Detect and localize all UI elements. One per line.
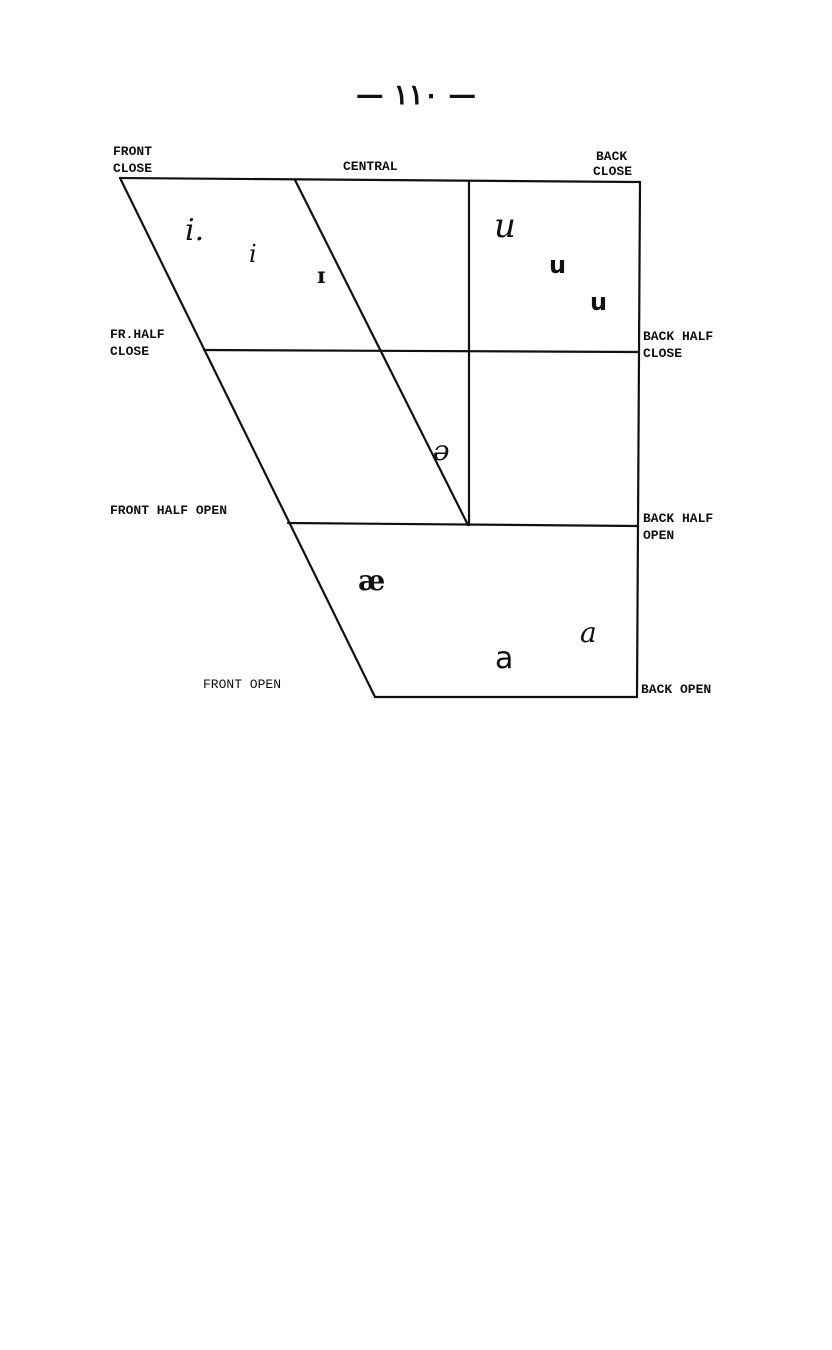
half-close-line: [204, 350, 638, 352]
central-diagonal-line: [295, 180, 468, 525]
label-back-half-close-2: CLOSE: [643, 346, 683, 361]
label-front-close-2: CLOSE: [113, 161, 153, 176]
vowel-a-front: a: [495, 641, 514, 676]
page-number: — ١١٠ —: [355, 78, 477, 111]
label-central: CENTRAL: [343, 159, 398, 174]
half-open-line: [288, 523, 638, 526]
top-edge: [120, 178, 640, 182]
back-edge: [637, 182, 640, 697]
vowel-a-back: a: [580, 616, 597, 649]
vowel-u-long: u: [494, 206, 516, 246]
label-front-open: FRONT OPEN: [203, 677, 282, 692]
vowel-small-cap-i: ɪ: [317, 263, 326, 289]
vowel-u-low: u: [590, 288, 608, 316]
label-front-close-1: FRONT: [113, 144, 153, 159]
label-fr-half-close-1: FR.HALF: [110, 327, 165, 342]
label-fr-half-close-2: CLOSE: [110, 344, 150, 359]
label-front-half-open: FRONT HALF OPEN: [110, 503, 228, 518]
label-back-open: BACK OPEN: [641, 682, 712, 697]
vowel-u-mid: u: [549, 251, 567, 279]
label-back-half-open-2: OPEN: [643, 528, 675, 543]
label-back-half-close-1: BACK HALF: [643, 329, 714, 344]
vowel-i-long: i.: [185, 213, 205, 248]
vowel-schwa: ə: [433, 434, 450, 467]
label-back-half-open-1: BACK HALF: [643, 511, 714, 526]
label-back-close-1: BACK: [596, 149, 628, 164]
vowel-i-short: i: [249, 240, 257, 268]
label-back-close-2: CLOSE: [593, 164, 633, 179]
vowel-ae: æ: [358, 564, 386, 597]
front-edge: [120, 178, 375, 697]
